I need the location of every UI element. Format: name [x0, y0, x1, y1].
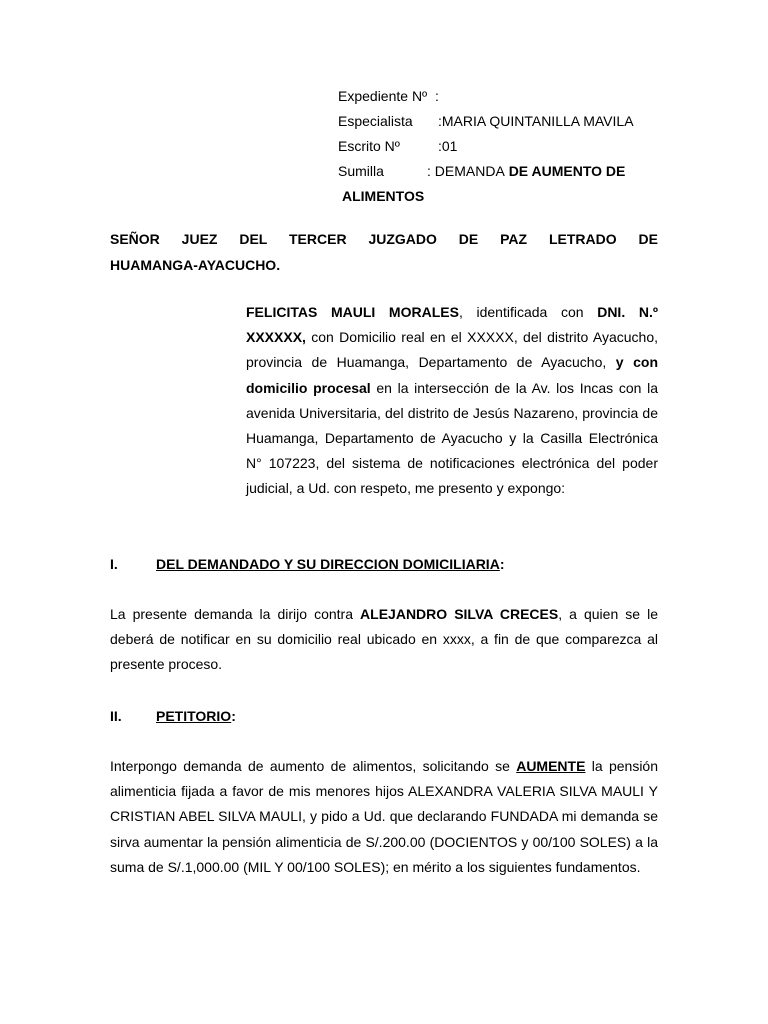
expediente-row — [338, 84, 668, 109]
judge-addressee — [110, 226, 658, 278]
plaintiff-name: FELICITAS MAULI MORALES — [246, 304, 459, 320]
section-1-paragraph — [110, 602, 658, 678]
section-2-title: PETITORIO — [156, 708, 232, 724]
addressee-line-1: SEÑOR JUEZ DEL TERCER JUZGADO DE PAZ LETRADO DE — [110, 231, 658, 247]
section-2-heading — [110, 706, 658, 726]
expediente-label: Expediente Nº : — [338, 88, 439, 104]
especialista-value: :MARIA QUINTANILLA MAVILA — [438, 113, 634, 129]
section-2-text-1: Interpongo demanda de aumento de alimentos, solicitando se — [110, 758, 517, 774]
especialista-label: Especialista — [338, 113, 413, 129]
especialista-row — [338, 109, 668, 134]
section-2-colon: : — [231, 708, 236, 724]
section-2-text-2: la pensión alimenticia fijada a favor de mis menores hijos ALEXANDRA VALERIA SILVA MAULI Y CRISTIAN ABEL SILVA MAULI, y pido a Ud. que declarando FUNDADA mi demanda se sirva aumentar la pensión alimenticia de S/.200.00 (DOCIENTOS y 00/100 SOLES) a la suma de S/.1,000.00 (MIL Y 00/100 SOLES); en mérito a los siguientes fundamentos. — [110, 758, 659, 875]
section-1-text-2: , a quien se le deberá de notificar en su domicilio real ubicado en xxxx, a fin de que comparezca al presente proceso. — [110, 606, 658, 673]
section-2-number: II. — [110, 708, 122, 724]
sumilla-row — [338, 159, 668, 184]
intro-text-1: , identificada con — [458, 304, 598, 320]
expediente-value: : — [434, 88, 439, 104]
plaintiff-introduction — [246, 300, 658, 502]
escrito-row — [338, 134, 668, 159]
addressee-line-2: HUAMANGA-AYACUCHO. — [110, 257, 281, 273]
intro-text-2: con Domicilio real en el XXXXX, del distrito Ayacucho, provincia de Huamanga, Departamento de Ayacucho, — [246, 329, 658, 371]
sumilla-label: Sumilla — [338, 163, 384, 179]
sumilla-value: : DEMANDA — [427, 163, 505, 179]
plaintiff-dni: DNI. N.º XXXXXX, — [246, 304, 658, 346]
escrito-label: Escrito Nº — [338, 138, 400, 154]
sumilla-row-continued — [338, 184, 668, 209]
case-header — [338, 84, 668, 209]
sumilla-value-bold-continued: ALIMENTOS — [342, 188, 425, 204]
aumente-emphasis: AUMENTE — [516, 758, 586, 774]
procedural-address-label: y con domicilio procesal — [246, 354, 659, 396]
section-1-title: DEL DEMANDADO Y SU DIRECCION DOMICILIARIA — [156, 556, 500, 572]
section-2-paragraph — [110, 754, 658, 880]
defendant-name: ALEJANDRO SILVA CRECES — [360, 606, 559, 622]
section-1-number: I. — [110, 556, 118, 572]
section-1-text-1: La presente demanda la dirijo contra — [110, 606, 361, 622]
sumilla-value-bold: DE AUMENTO DE — [508, 163, 626, 179]
intro-text-3: en la intersección de la Av. los Incas con la avenida Universitaria, del distrito de Jesús Nazareno, provincia de Huamanga, Departamento de Ayacucho y la Casilla Electrónica N° 107223, del sistema de notificaciones electrónica del poder judicial, a Ud. con respeto, me presento y expongo: — [246, 379, 658, 497]
escrito-value: :01 — [438, 138, 458, 154]
section-1-colon: : — [499, 556, 505, 572]
section-1-heading — [110, 554, 658, 574]
